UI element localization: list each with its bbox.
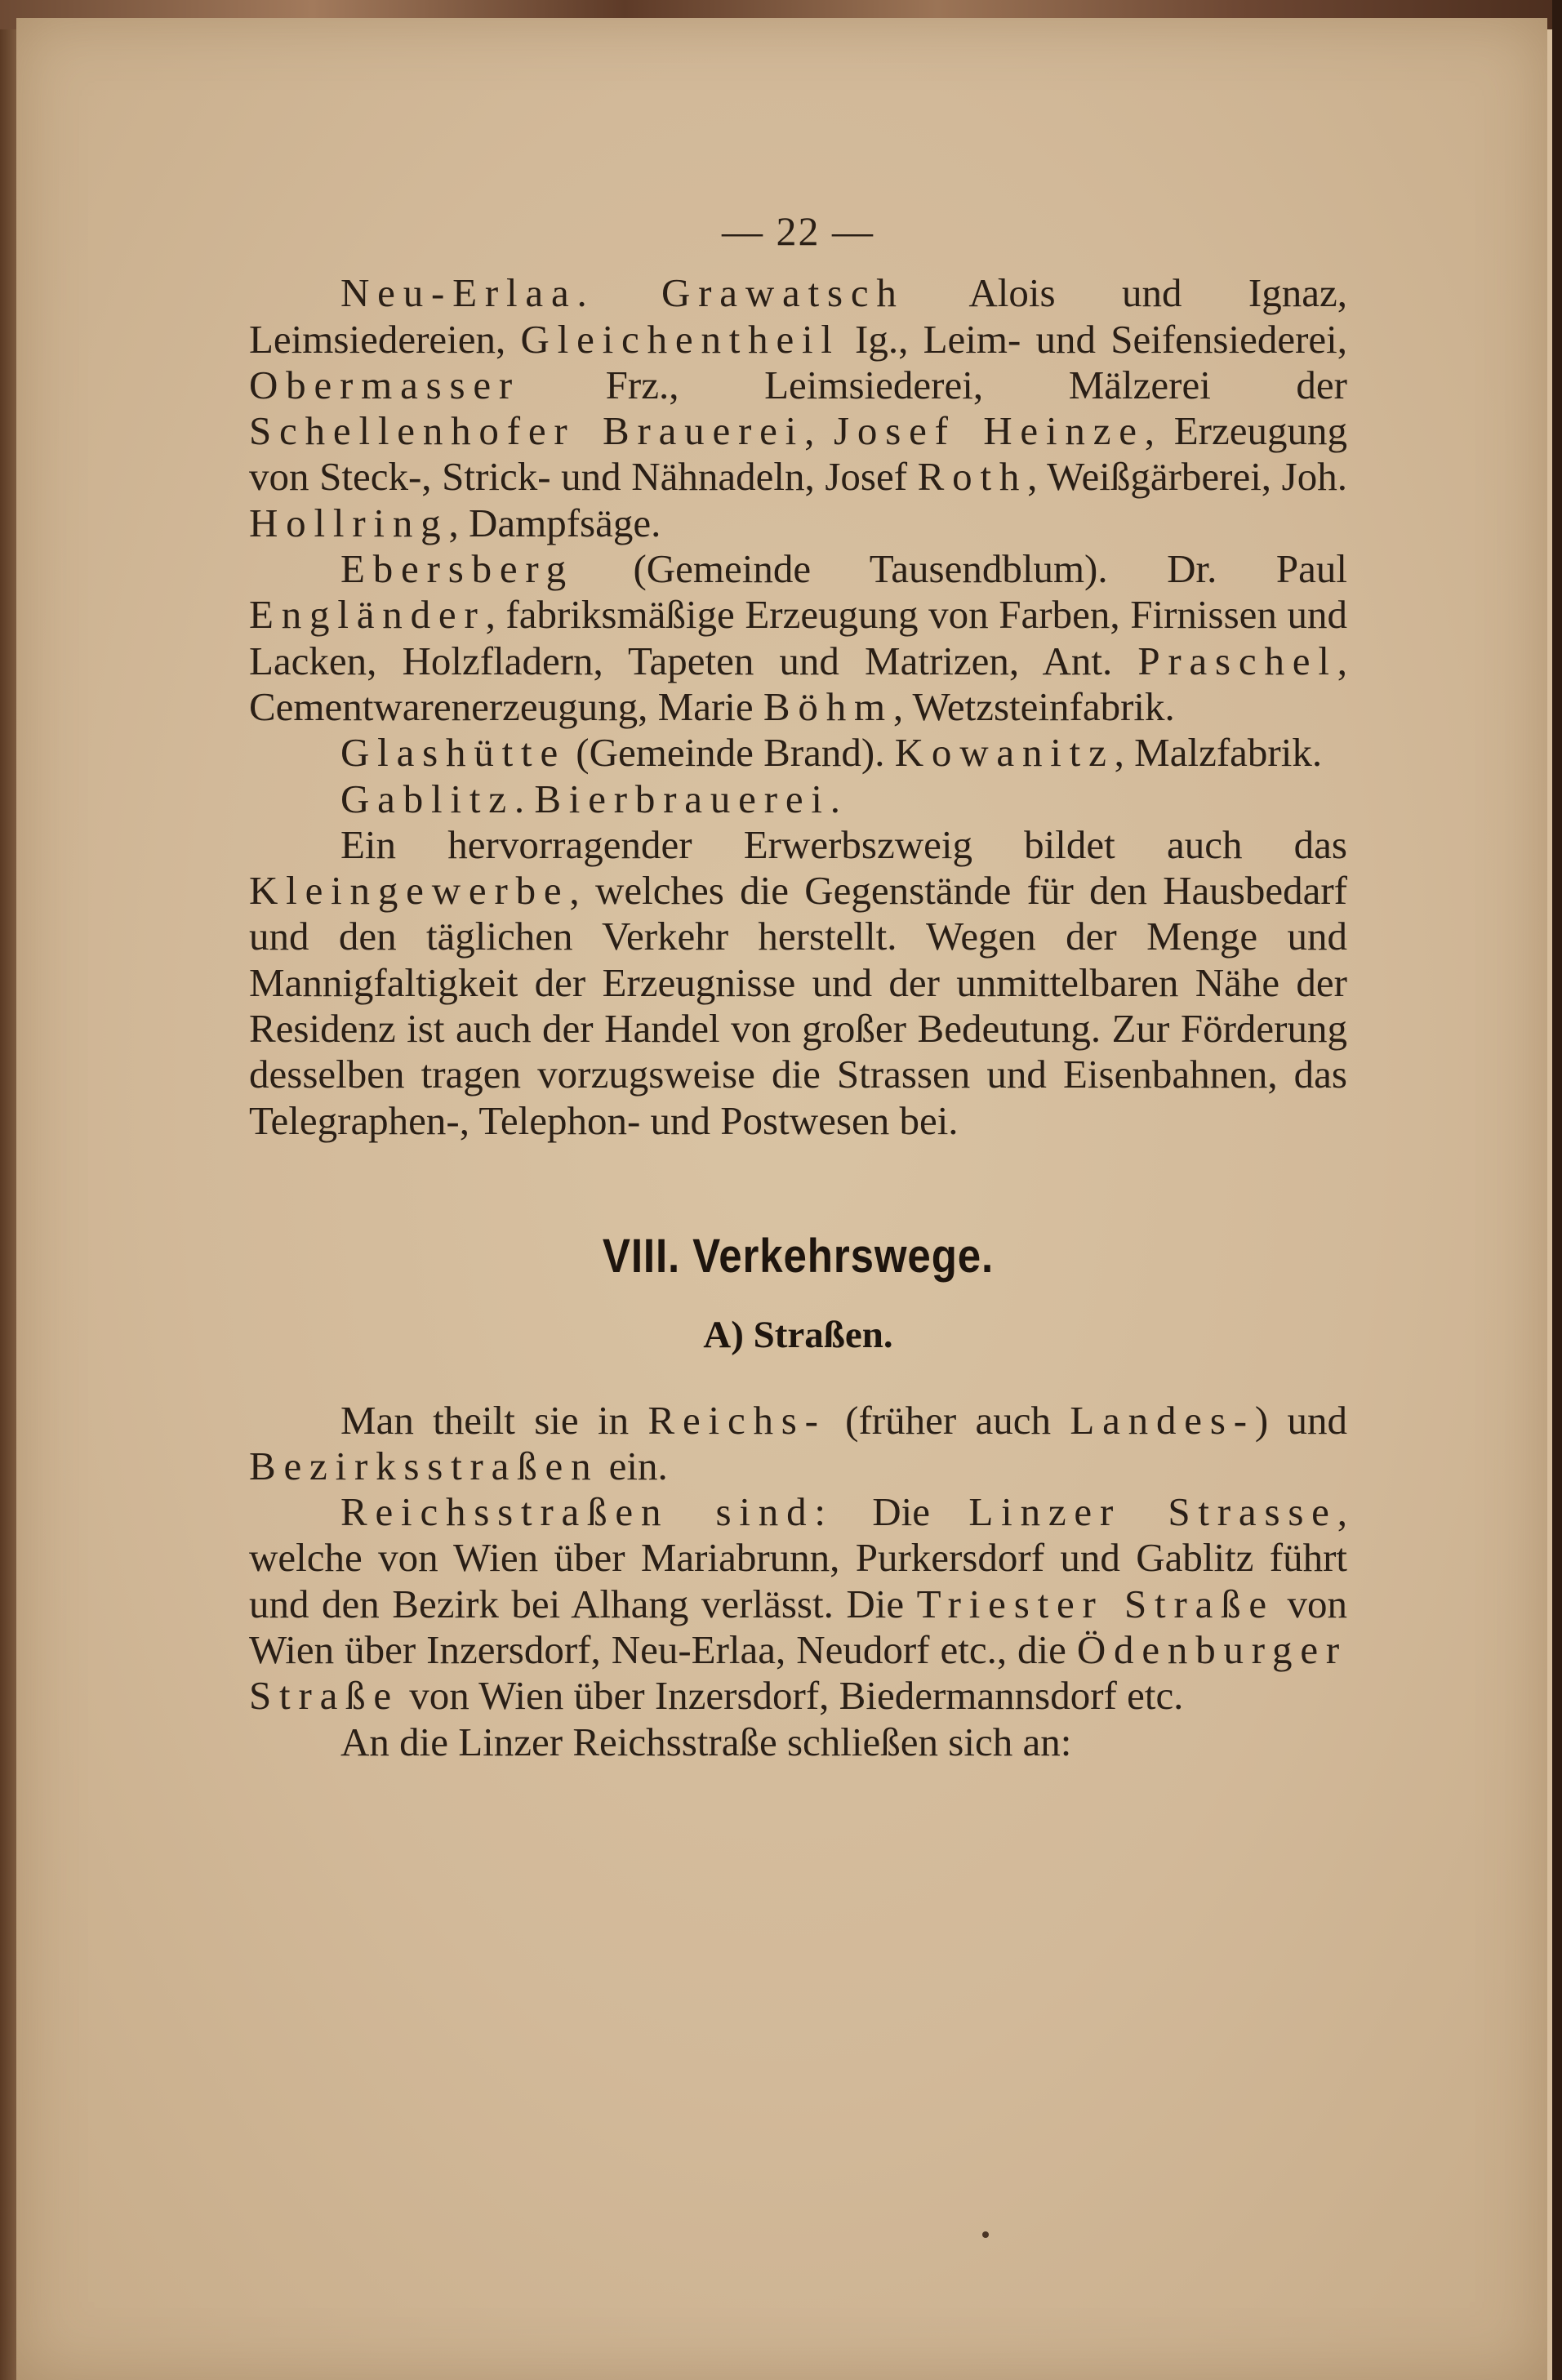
spaced-term: Gleichentheil <box>520 316 840 362</box>
page-text <box>249 208 1347 1765</box>
paragraph-glashuette <box>249 730 1347 776</box>
text-run: (Gemeinde Brand). <box>566 730 895 776</box>
text-run: von Wien über Inzersdorf, Biedermannsdorf etc. <box>398 1673 1184 1719</box>
text-run <box>595 270 661 315</box>
paragraph-anschluss <box>249 1719 1347 1765</box>
text-run: . <box>830 776 841 821</box>
spaced-term: Bierbrauerei <box>534 776 830 821</box>
right-binding-strip <box>1552 0 1562 2380</box>
text-run: Ig., Leim- und Seifensiederei, <box>839 316 1347 362</box>
spaced-term: Praschel <box>1137 638 1337 683</box>
text-run: von Wien über Inzersdorf, Neu-Erlaa, Neudorf etc., die <box>249 1581 1347 1673</box>
text-run: (früher auch <box>826 1397 1070 1443</box>
paragraph-neu-erlaa <box>249 270 1347 546</box>
spaced-term: Linzer Strasse <box>968 1489 1337 1535</box>
paper-speck <box>982 2231 989 2238</box>
spaced-term: Böhm <box>763 683 893 729</box>
text-run: ) und <box>1254 1397 1347 1443</box>
text-run: (Gemeinde Tausendblum). Dr. Paul <box>573 546 1347 592</box>
paragraph-gablitz <box>249 776 1347 822</box>
text-run: , Dampfsäge. <box>448 500 661 545</box>
text-run: ein. <box>599 1443 668 1488</box>
spaced-term: Kowanitz <box>894 730 1115 776</box>
text-run: , Malzfabrik. <box>1114 730 1323 776</box>
text-run: Alois und Ignaz, Leimsiedereien, <box>249 270 1348 362</box>
spaced-term: Ebersberg <box>340 546 574 592</box>
text-run: An die Linzer Reichsstraße schließen sich an: <box>340 1719 1072 1764</box>
text-run: Man theilt sie in <box>340 1397 648 1443</box>
paragraph-ebersberg <box>249 546 1347 730</box>
spaced-term: Schellenhofer Brauerei <box>249 408 805 454</box>
text-run: Ein hervorragender Erwerbszweig bildet auch das <box>340 821 1347 867</box>
spaced-term: Triester Straße <box>916 1581 1275 1626</box>
page-number: — 22 — <box>722 208 874 254</box>
paragraph-reichsstrassen <box>249 1489 1347 1719</box>
spaced-term: Bezirksstraßen <box>249 1443 599 1488</box>
spaced-term: Josef Heinze <box>834 408 1145 454</box>
text-run: Frz., Leimsiederei, Mälzerei der <box>520 362 1347 407</box>
paragraph-einteilung <box>249 1398 1347 1490</box>
spaced-term: Kleingewerbe <box>249 868 570 914</box>
spaced-term: Hollring <box>249 500 449 545</box>
text-run: , <box>804 408 834 454</box>
spaced-term: Ödenburger Straße <box>249 1627 1347 1719</box>
spaced-term: Grawatsch <box>661 270 905 316</box>
spaced-term: Landes- <box>1070 1397 1255 1443</box>
text-run: , Wetzsteinfabrik. <box>892 683 1175 729</box>
spaced-term: Obermasser <box>249 362 521 407</box>
text-run: , Erzeugung von Steck-, Strick- und Nähnadeln, Josef <box>249 408 1347 500</box>
spaced-term: Gablitz <box>340 776 514 821</box>
text-run: Die <box>833 1489 969 1535</box>
spaced-term: Glashütte <box>340 730 566 776</box>
spaced-term: Reichsstraßen sind: <box>340 1489 834 1535</box>
spaced-term: Neu-Erlaa. <box>340 270 595 316</box>
text-run: , welches die Gegenstände für den Hausbedarf und den täglichen Verkehr herstellt. Wegen der Menge und Mannigfaltigkeit der Erzeugnisse und der unmittelbaren Nähe der Residenz ist auch der Handel von großer Bedeutung. Zur Förderung desselben tragen vorzugsweise die Strassen und Eisenbahnen, das Telegraphen-, Telephon- und Postwesen bei. <box>249 868 1347 1143</box>
spaced-term: Roth <box>917 454 1028 500</box>
subsection-title: A) Straßen. <box>703 1314 893 1357</box>
text-run: , Cementwarenerzeugung, Marie <box>249 638 1347 729</box>
spaced-term: Engländer <box>249 592 486 638</box>
text-run: , welche von Wien über Mariabrunn, Purkersdorf und Gablitz führt und den Bezirk bei Alhang verlässt. Die <box>249 1489 1347 1626</box>
text-run: . <box>514 776 535 821</box>
section-title: VIII. Verkehrswege. <box>602 1229 995 1283</box>
text-run: , fabriksmäßige Erzeugung von Farben, Firnissen und Lacken, Holzfladern, Tapeten und Matrizen, Ant. <box>249 592 1347 683</box>
paragraph-kleingewerbe <box>249 822 1347 1144</box>
text-run: , Weißgärberei, Joh. <box>1027 454 1347 500</box>
spaced-term: Reichs- <box>647 1397 826 1443</box>
